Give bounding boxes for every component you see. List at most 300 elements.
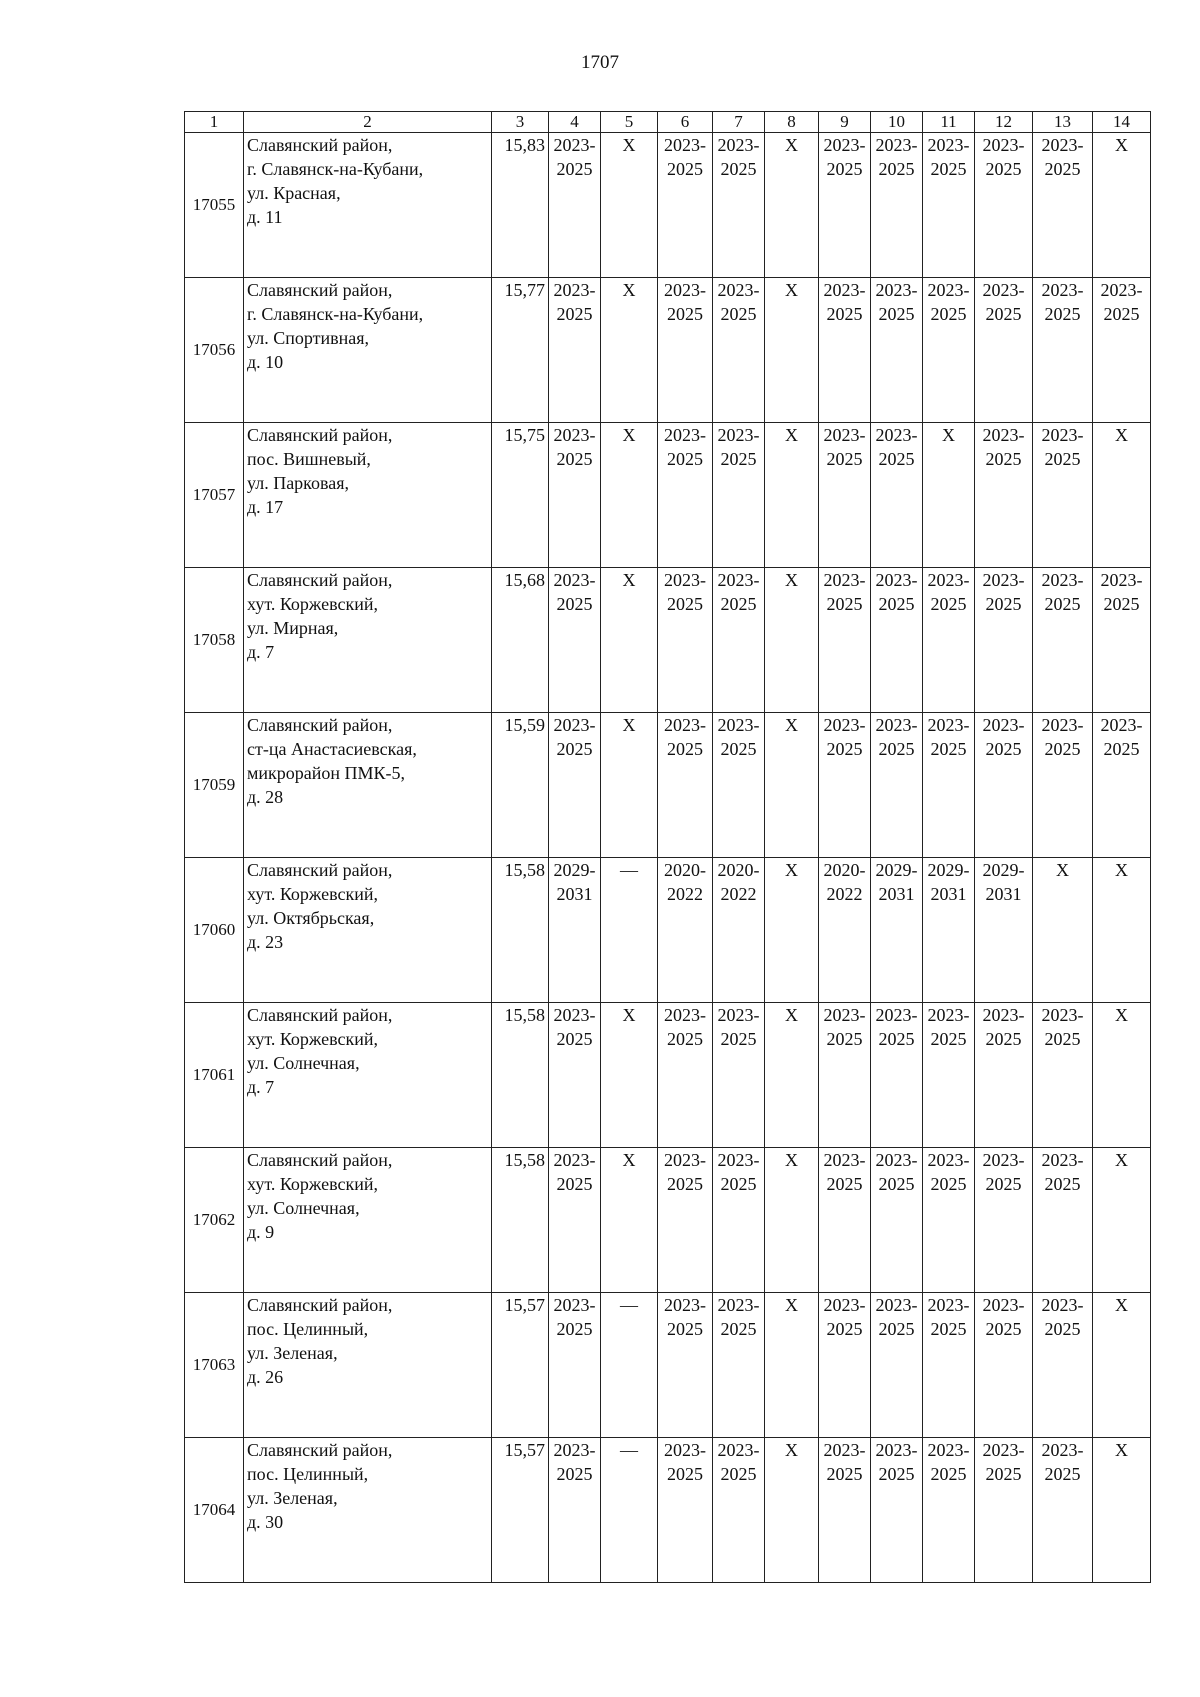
- cell-line: 2023-: [875, 425, 918, 445]
- cell-line: 2023-: [664, 280, 706, 300]
- cell-line: —: [620, 1440, 638, 1460]
- period-cell-col-12: [975, 1293, 1033, 1438]
- cell-line: 2025: [985, 304, 1022, 324]
- cell-line: 2025: [556, 304, 593, 324]
- cell-line: 2025: [1044, 159, 1081, 179]
- table-row: [185, 713, 1151, 858]
- address-line: д. 11: [247, 207, 283, 227]
- address-line: хут. Коржевский,: [247, 1174, 379, 1194]
- cell-line: 2025: [930, 739, 967, 759]
- period-cell-col-5: [601, 278, 658, 423]
- address-line: д. 7: [247, 1077, 275, 1097]
- cell-line: 2023-: [553, 1440, 596, 1460]
- cell-line: 2023-: [717, 135, 760, 155]
- cell-line: 2023-: [982, 1150, 1025, 1170]
- cell-line: 2025: [985, 449, 1022, 469]
- cell-line: 2023-: [823, 135, 866, 155]
- cell-line: 2025: [667, 594, 703, 614]
- cell-line: 2025: [720, 739, 757, 759]
- period-cell-col-4: [549, 278, 601, 423]
- address-line: Славянский район,: [247, 1295, 393, 1315]
- period-cell-col-6: [658, 713, 713, 858]
- address-line: ул. Парковая,: [247, 473, 350, 493]
- address-line: хут. Коржевский,: [247, 1029, 379, 1049]
- period-cell-col-6: [658, 1438, 713, 1583]
- cell-line: 2023-: [717, 1295, 760, 1315]
- period-cell-col-8: [765, 858, 819, 1003]
- period-cell-col-12: [975, 858, 1033, 1003]
- cell-line: 2025: [826, 594, 863, 614]
- period-cell-col-10: [871, 568, 923, 713]
- address-line: Славянский район,: [247, 1440, 393, 1460]
- cell-line: 2025: [1044, 1174, 1081, 1194]
- period-cell-col-7: [713, 1293, 765, 1438]
- cell-line: 2023-: [927, 715, 970, 735]
- period-cell-col-11: [923, 278, 975, 423]
- cell-line: 2025: [985, 739, 1022, 759]
- period-cell-col-13: [1033, 1293, 1093, 1438]
- cell-line: 2025: [878, 1319, 915, 1339]
- cell-line: 2023-: [875, 715, 918, 735]
- cell-line: 2023-: [1100, 280, 1143, 300]
- address-line: хут. Коржевский,: [247, 884, 379, 904]
- cell-line: 2025: [1044, 1319, 1081, 1339]
- period-cell-col-11: [923, 713, 975, 858]
- column-header-4: 4: [549, 112, 601, 133]
- period-cell-col-8: [765, 568, 819, 713]
- cell-line: 2025: [667, 739, 703, 759]
- table-row: [185, 1003, 1151, 1148]
- cell-line: 2025: [985, 1464, 1022, 1484]
- cell-line: X: [785, 1150, 798, 1170]
- period-cell-col-7: [713, 1438, 765, 1583]
- row-id: 17059: [185, 713, 244, 858]
- cell-line: 2023-: [875, 570, 918, 590]
- row-id: 17055: [185, 133, 244, 278]
- cell-line: 2023-: [1041, 1295, 1084, 1315]
- cell-line: 2023-: [982, 1440, 1025, 1460]
- period-cell-col-8: [765, 1293, 819, 1438]
- table-row: [185, 423, 1151, 568]
- cell-line: 2023-: [875, 1005, 918, 1025]
- cell-line: 2025: [1103, 594, 1140, 614]
- cell-line: X: [785, 135, 798, 155]
- cell-line: 2025: [930, 1464, 967, 1484]
- cell-line: 2020-: [823, 860, 866, 880]
- period-cell-col-5: [601, 1003, 658, 1148]
- period-cell-col-7: [713, 278, 765, 423]
- period-cell-col-14: [1093, 568, 1151, 713]
- period-cell-col-9: [819, 1003, 871, 1148]
- cell-line: 2025: [878, 1029, 915, 1049]
- cell-line: 2023-: [875, 1150, 918, 1170]
- cell-line: 2031: [878, 884, 915, 904]
- table-row: [185, 133, 1151, 278]
- period-cell-col-4: [549, 858, 601, 1003]
- address-line: д. 17: [247, 497, 284, 517]
- column-header-9: 9: [819, 112, 871, 133]
- address-line: г. Славянск-на-Кубани,: [247, 159, 424, 179]
- cell-line: 2031: [985, 884, 1022, 904]
- cell-line: X: [785, 1295, 798, 1315]
- period-cell-col-13: [1033, 1438, 1093, 1583]
- cell-line: 2022: [667, 884, 703, 904]
- period-cell-col-11: [923, 858, 975, 1003]
- cell-line: 2023-: [664, 425, 706, 445]
- cell-line: 2023-: [823, 280, 866, 300]
- cell-line: 2029-: [982, 860, 1025, 880]
- period-cell-col-5: [601, 133, 658, 278]
- period-cell-col-5: [601, 1293, 658, 1438]
- cell-line: 2023-: [553, 425, 596, 445]
- cell-line: 2023-: [1100, 715, 1143, 735]
- cell-line: 2023-: [982, 280, 1025, 300]
- period-cell-col-10: [871, 423, 923, 568]
- cell-line: 2022: [826, 884, 863, 904]
- cell-line: 2023-: [1041, 715, 1084, 735]
- period-cell-col-13: [1033, 278, 1093, 423]
- column-header-11: 11: [923, 112, 975, 133]
- table-body: [185, 133, 1151, 1583]
- address-line: ул. Октябрьская,: [247, 908, 375, 928]
- cell-line: 2025: [878, 159, 915, 179]
- cell-line: 2023-: [553, 1005, 596, 1025]
- table-row: [185, 1148, 1151, 1293]
- row-id: 17058: [185, 568, 244, 713]
- period-cell-col-5: [601, 423, 658, 568]
- address-cell: [244, 858, 492, 1003]
- address-line: Славянский район,: [247, 860, 393, 880]
- period-cell-col-6: [658, 423, 713, 568]
- cell-line: 2025: [1044, 1029, 1081, 1049]
- cell-line: 2025: [1044, 594, 1081, 614]
- period-cell-col-10: [871, 1003, 923, 1148]
- period-cell-col-12: [975, 423, 1033, 568]
- cell-line: 2025: [930, 1319, 967, 1339]
- address-cell: [244, 423, 492, 568]
- cell-line: 2023-: [664, 1295, 706, 1315]
- address-line: д. 7: [247, 642, 275, 662]
- address-line: д. 28: [247, 787, 284, 807]
- period-cell-col-6: [658, 133, 713, 278]
- cell-line: 2023-: [875, 135, 918, 155]
- cell-line: X: [622, 425, 636, 445]
- period-cell-col-12: [975, 568, 1033, 713]
- cell-line: 2025: [720, 304, 757, 324]
- cell-line: 2029-: [875, 860, 918, 880]
- cell-line: 2023-: [553, 715, 596, 735]
- period-cell-col-13: [1033, 1003, 1093, 1148]
- period-cell-col-7: [713, 133, 765, 278]
- cell-line: 2023-: [1100, 570, 1143, 590]
- period-cell-col-14: [1093, 1148, 1151, 1293]
- cell-line: 2023-: [553, 135, 596, 155]
- cell-line: X: [942, 425, 955, 445]
- cell-line: 2023-: [664, 1005, 706, 1025]
- period-cell-col-9: [819, 713, 871, 858]
- cell-line: 2023-: [823, 1295, 866, 1315]
- period-cell-col-4: [549, 1438, 601, 1583]
- cell-line: 2025: [878, 1464, 915, 1484]
- period-cell-col-6: [658, 568, 713, 713]
- cell-line: 2025: [826, 1464, 863, 1484]
- cell-line: 2023-: [823, 1150, 866, 1170]
- row-id: 17064: [185, 1438, 244, 1583]
- period-cell-col-9: [819, 1293, 871, 1438]
- cell-line: 2023-: [927, 1005, 970, 1025]
- cell-line: X: [785, 1005, 798, 1025]
- period-cell-col-10: [871, 1438, 923, 1583]
- cell-line: 2025: [930, 1029, 967, 1049]
- address-line: д. 30: [247, 1512, 284, 1532]
- period-cell-col-9: [819, 423, 871, 568]
- period-cell-col-4: [549, 423, 601, 568]
- address-line: ул. Солнечная,: [247, 1198, 360, 1218]
- cell-line: 2025: [667, 1464, 703, 1484]
- cell-line: X: [1115, 1440, 1128, 1460]
- cell-line: 2023-: [717, 570, 760, 590]
- period-cell-col-8: [765, 423, 819, 568]
- area-cell: 15,58: [492, 1148, 549, 1293]
- cell-line: X: [1115, 135, 1128, 155]
- cell-line: 2025: [720, 1174, 757, 1194]
- period-cell-col-6: [658, 1293, 713, 1438]
- cell-line: 2025: [826, 304, 863, 324]
- period-cell-col-9: [819, 1148, 871, 1293]
- table-row: [185, 278, 1151, 423]
- cell-line: 2025: [556, 159, 593, 179]
- address-line: г. Славянск-на-Кубани,: [247, 304, 424, 324]
- address-line: Славянский район,: [247, 425, 393, 445]
- period-cell-col-11: [923, 1148, 975, 1293]
- column-header-12: 12: [975, 112, 1033, 133]
- cell-line: 2025: [667, 1029, 703, 1049]
- cell-line: 2025: [985, 594, 1022, 614]
- cell-line: 2025: [826, 1174, 863, 1194]
- cell-line: 2029-: [927, 860, 970, 880]
- period-cell-col-13: [1033, 423, 1093, 568]
- column-number-row: [185, 112, 1151, 133]
- period-cell-col-5: [601, 1148, 658, 1293]
- cell-line: 2025: [667, 449, 703, 469]
- cell-line: 2025: [556, 739, 593, 759]
- cell-line: 2023-: [717, 1150, 760, 1170]
- cell-line: 2025: [930, 304, 967, 324]
- cell-line: 2025: [720, 594, 757, 614]
- column-header-5: 5: [601, 112, 658, 133]
- period-cell-col-10: [871, 858, 923, 1003]
- address-line: ул. Мирная,: [247, 618, 339, 638]
- column-header-10: 10: [871, 112, 923, 133]
- row-id: 17057: [185, 423, 244, 568]
- period-cell-col-13: [1033, 568, 1093, 713]
- period-cell-col-4: [549, 713, 601, 858]
- cell-line: 2022: [720, 884, 757, 904]
- cell-line: 2023-: [875, 1295, 918, 1315]
- cell-line: 2031: [930, 884, 967, 904]
- period-cell-col-8: [765, 278, 819, 423]
- period-cell-col-13: [1033, 133, 1093, 278]
- period-cell-col-7: [713, 1148, 765, 1293]
- address-line: д. 23: [247, 932, 284, 952]
- cell-line: X: [785, 715, 798, 735]
- period-cell-col-14: [1093, 1293, 1151, 1438]
- cell-line: 2023-: [875, 280, 918, 300]
- area-cell: 15,57: [492, 1438, 549, 1583]
- column-header-13: 13: [1033, 112, 1093, 133]
- cell-line: 2025: [556, 1319, 593, 1339]
- period-cell-col-9: [819, 278, 871, 423]
- period-cell-col-7: [713, 858, 765, 1003]
- period-cell-col-7: [713, 1003, 765, 1148]
- period-cell-col-10: [871, 133, 923, 278]
- cell-line: 2023-: [927, 1150, 970, 1170]
- column-header-2: 2: [244, 112, 492, 133]
- area-cell: 15,68: [492, 568, 549, 713]
- cell-line: 2023-: [553, 570, 596, 590]
- address-line: Славянский район,: [247, 135, 393, 155]
- period-cell-col-7: [713, 423, 765, 568]
- cell-line: 2025: [556, 1174, 593, 1194]
- cell-line: 2023-: [1041, 570, 1084, 590]
- address-line: ул. Зеленая,: [247, 1488, 338, 1508]
- address-line: д. 26: [247, 1367, 284, 1387]
- cell-line: 2025: [1103, 304, 1140, 324]
- cell-line: 2023-: [664, 1440, 706, 1460]
- cell-line: 2020-: [664, 860, 706, 880]
- cell-line: —: [620, 1295, 638, 1315]
- cell-line: X: [785, 280, 798, 300]
- period-cell-col-10: [871, 278, 923, 423]
- row-id: 17056: [185, 278, 244, 423]
- cell-line: 2025: [667, 1319, 703, 1339]
- column-header-7: 7: [713, 112, 765, 133]
- period-cell-col-12: [975, 133, 1033, 278]
- cell-line: 2025: [1103, 739, 1140, 759]
- cell-line: 2025: [556, 1029, 593, 1049]
- cell-line: X: [785, 1440, 798, 1460]
- period-cell-col-5: [601, 713, 658, 858]
- address-cell: [244, 1003, 492, 1148]
- cell-line: 2025: [826, 449, 863, 469]
- cell-line: 2023-: [982, 570, 1025, 590]
- address-line: ст-ца Анастасиевская,: [247, 739, 417, 759]
- cell-line: 2025: [826, 1029, 863, 1049]
- cell-line: 2025: [1044, 1464, 1081, 1484]
- cell-line: X: [1115, 1150, 1128, 1170]
- address-line: пос. Вишневый,: [247, 449, 371, 469]
- address-line: д. 9: [247, 1222, 275, 1242]
- cell-line: X: [1115, 425, 1128, 445]
- cell-line: 2025: [985, 1174, 1022, 1194]
- period-cell-col-11: [923, 1293, 975, 1438]
- cell-line: 2023-: [553, 280, 596, 300]
- cell-line: 2023-: [1041, 1150, 1084, 1170]
- address-cell: [244, 568, 492, 713]
- cell-line: 2023-: [717, 280, 760, 300]
- period-cell-col-12: [975, 713, 1033, 858]
- period-cell-col-6: [658, 858, 713, 1003]
- cell-line: X: [785, 570, 798, 590]
- address-line: пос. Целинный,: [247, 1464, 369, 1484]
- period-cell-col-9: [819, 858, 871, 1003]
- cell-line: 2023-: [823, 715, 866, 735]
- period-cell-col-14: [1093, 278, 1151, 423]
- address-line: хут. Коржевский,: [247, 594, 379, 614]
- cell-line: 2025: [930, 594, 967, 614]
- cell-line: 2023-: [553, 1295, 596, 1315]
- period-cell-col-11: [923, 423, 975, 568]
- cell-line: 2023-: [717, 715, 760, 735]
- cell-line: 2025: [878, 304, 915, 324]
- cell-line: 2025: [985, 159, 1022, 179]
- cell-line: 2023-: [982, 425, 1025, 445]
- cell-line: 2023-: [927, 280, 970, 300]
- period-cell-col-4: [549, 133, 601, 278]
- cell-line: 2025: [930, 1174, 967, 1194]
- address-line: Славянский район,: [247, 1005, 393, 1025]
- address-line: ул. Зеленая,: [247, 1343, 338, 1363]
- cell-line: 2023-: [717, 425, 760, 445]
- cell-line: 2023-: [927, 1295, 970, 1315]
- cell-line: 2023-: [664, 135, 706, 155]
- cell-line: 2023-: [664, 715, 706, 735]
- table-row: [185, 1293, 1151, 1438]
- cell-line: 2025: [720, 1319, 757, 1339]
- cell-line: 2023-: [717, 1440, 760, 1460]
- address-line: Славянский район,: [247, 280, 393, 300]
- cell-line: 2025: [556, 1464, 593, 1484]
- cell-line: X: [622, 1150, 636, 1170]
- cell-line: 2023-: [982, 135, 1025, 155]
- area-cell: 15,83: [492, 133, 549, 278]
- cell-line: X: [622, 1005, 636, 1025]
- address-line: д. 10: [247, 352, 284, 372]
- cell-line: 2023-: [823, 425, 866, 445]
- cell-line: 2025: [720, 1464, 757, 1484]
- period-cell-col-8: [765, 133, 819, 278]
- page-number: 1707: [581, 52, 619, 73]
- cell-line: 2020-: [717, 860, 760, 880]
- period-cell-col-5: [601, 858, 658, 1003]
- period-cell-col-14: [1093, 423, 1151, 568]
- area-cell: 15,75: [492, 423, 549, 568]
- column-header-6: 6: [658, 112, 713, 133]
- cell-line: 2025: [556, 449, 593, 469]
- cell-line: X: [1115, 860, 1128, 880]
- cell-line: X: [1056, 860, 1069, 880]
- period-cell-col-13: [1033, 858, 1093, 1003]
- address-line: ул. Красная,: [247, 183, 341, 203]
- period-cell-col-14: [1093, 133, 1151, 278]
- column-header-3: 3: [492, 112, 549, 133]
- address-cell: [244, 278, 492, 423]
- row-id: 17060: [185, 858, 244, 1003]
- row-id: 17061: [185, 1003, 244, 1148]
- cell-line: 2025: [667, 304, 703, 324]
- cell-line: 2023-: [1041, 425, 1084, 445]
- table-row: [185, 568, 1151, 713]
- period-cell-col-14: [1093, 858, 1151, 1003]
- cell-line: 2023-: [717, 1005, 760, 1025]
- cell-line: X: [622, 570, 636, 590]
- area-cell: 15,57: [492, 1293, 549, 1438]
- cell-line: X: [1115, 1295, 1128, 1315]
- cell-line: 2025: [667, 1174, 703, 1194]
- cell-line: 2025: [556, 594, 593, 614]
- address-line: Славянский район,: [247, 1150, 393, 1170]
- period-cell-col-13: [1033, 1148, 1093, 1293]
